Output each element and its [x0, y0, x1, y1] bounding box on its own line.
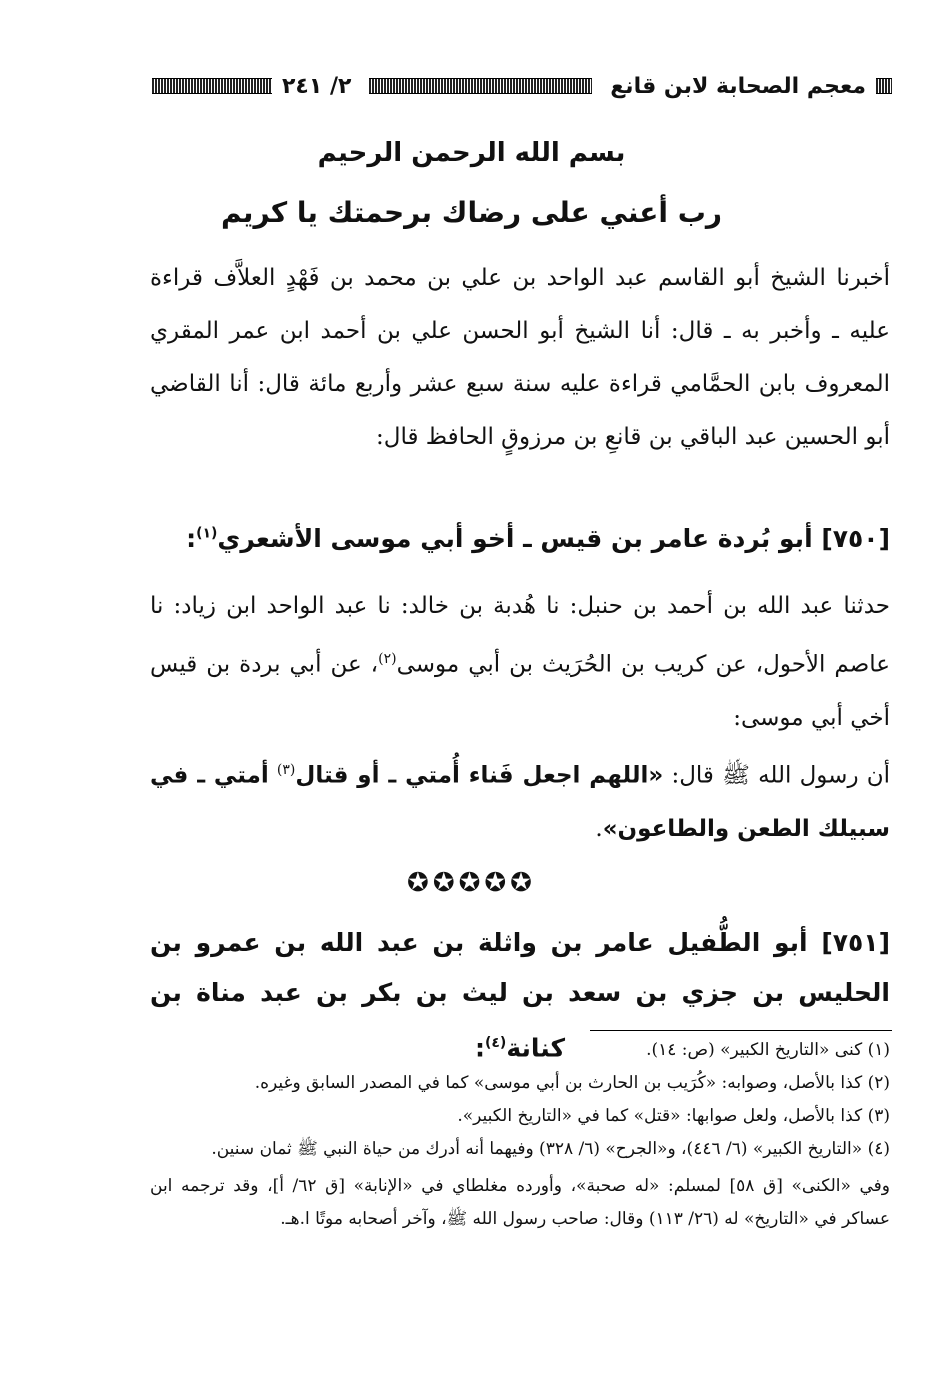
book-title: معجم الصحابة لابن قانع: [610, 73, 866, 99]
footnote-4-continued: وفي «الكنى» [ق ٥٨] لمسلم: «له صحبة»، وأورده مغلطاي في «الإنابة» [ق ٦٢/ أ]، وقد ترجمه ابن عساكر في «التاريخ» له (٢٦/ ١١٣) وقال: صاحب رسول الله ﷺ، وآخر أصحابه موتًا ا.هـ.: [150, 1176, 891, 1229]
footnote-3: (٣) كذا بالأصل، ولعل صوابها: «قتل» كما في «التاريخ الكبير».: [457, 1106, 890, 1126]
footnote-1: (١) كنى «التاريخ الكبير» (ص: ١٤).: [646, 1040, 890, 1060]
hadith-text: أمتي ـ في سبيلك الطعن والطاعون»: [150, 762, 890, 842]
footnote-marker: (١): [196, 525, 218, 542]
entry-750-isnad: [150, 580, 890, 745]
footnote-marker: (٣): [276, 762, 296, 778]
entry-750-title: [٧٥٠] أبو بُردة عامر بن قيس ـ أخو أبي موسى الأشعري: [217, 524, 890, 553]
header-ornament: [876, 78, 892, 94]
hadith-lead: أن رسول الله ﷺ قال:: [671, 762, 891, 789]
header-ornament: [369, 78, 592, 94]
footnote-4: (٤) «التاريخ الكبير» (٦/ ٤٤٦)، و«الجرح» (٦/ ٣٢٨) وفيهما أنه أدرك من حياة النبي ﷺ ثمان سنين.: [211, 1139, 890, 1159]
header-ornament: [152, 78, 272, 94]
basmala: بسم الله الرحمن الرحيم: [317, 138, 626, 168]
chain-of-transmission-intro: أخبرنا الشيخ أبو القاسم عبد الواحد بن علي بن محمد بن فَهْدٍ العلاَّف قراءة عليه ـ وأخبر به ـ قال: أنا الشيخ أبو الحسن علي بن أحمد ابن عمر المقري المعروف بابن الحمَّامي قراءة عليه سنة سبع عشر وأربع مائة قال: أنا القاضي أبو الحسين عبد الباقي بن قانعِ بن مرزوقٍ الحافظ قال:: [150, 265, 890, 450]
section-separator: ✪✪✪✪✪: [407, 868, 536, 898]
heading-colon: :: [474, 1033, 485, 1063]
opening-prayer: رب أعني على رضاك برحمتك يا كريم: [220, 196, 723, 229]
isnad-text: حدثنا عبد الله بن أحمد بن حنبل: نا هُدبة بن خالد: نا عبد الواحد ابن زياد: نا عاصم الأحول، عن كريب بن الحُرَيث بن أبي موسى: [150, 593, 890, 678]
footnote-marker: (٢): [378, 651, 397, 667]
isnad-text: ، عن أبي بردة بن قيس أخي أبي موسى:: [150, 651, 890, 731]
hadith-text: «اللهم اجعل فَناء أُمتي ـ أو قتال: [295, 762, 664, 789]
entry-751-title: [٧٥١] أبو الطُّفيل عامر بن واثلة بن عبد الله بن عمرو بن الحليس بن جزي بن سعد بن ليث بن بكر بن عبد مناة بن كنانة: [150, 928, 890, 1063]
footnotes: [150, 1034, 890, 1236]
hadith-end: .: [595, 815, 603, 842]
running-header: [152, 68, 892, 104]
entry-750-hadith: [150, 744, 890, 856]
footnote-marker: (٤): [484, 1035, 507, 1051]
entry-750-heading: [150, 524, 890, 553]
page-number: ٢/ ٢٤١: [282, 73, 352, 99]
footnote-separator: [590, 1030, 892, 1031]
heading-colon: :: [186, 524, 197, 553]
footnote-2: (٢) كذا بالأصل، وصوابه: «كُرَيب بن الحارث بن أبي موسى» كما في المصدر السابق وغيره.: [254, 1073, 890, 1093]
